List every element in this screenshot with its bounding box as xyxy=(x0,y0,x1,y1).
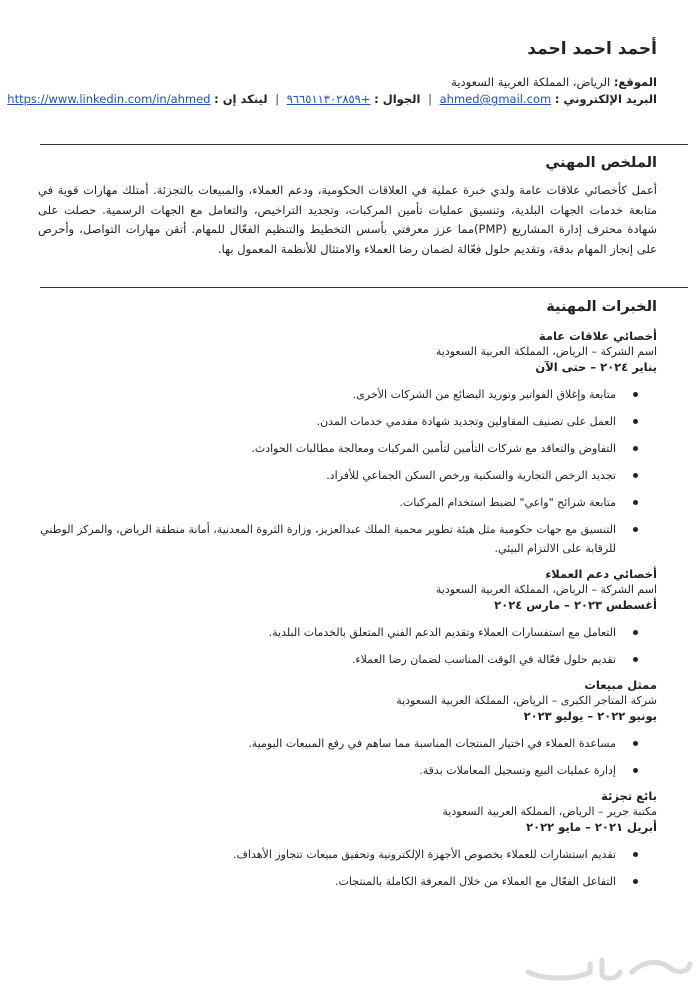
job-company: اسم الشركة – الرياض، المملكة العربية السعودية xyxy=(435,583,657,596)
job-entry xyxy=(30,566,657,669)
job-bullet: التفاعل الفعّال مع العملاء من خلال المعرفة الكاملة بالمنتجات. xyxy=(30,872,657,891)
summary-text: أعمل كأخصائي علاقات عامة ولدي خبرة عملية في العلاقات الحكومية، ودعم العملاء، والمبيعات بالتجزئة. أمتلك مهارات قوية في متابعة خدمات الجهات البلدية، وتنسيق عمليات تأمين المركبات، وتجديد التراخيص، والتعامل مع الجهات الرسمية. حصلت على شهادة محترف إدارة المشاريع (PMP)مما عزز معرفتي بأسس التخطيط والتنظيم الفعّال للمهام. أتقن مهارات التواصل، وأحرص على إنجاز المهام بدقة، وتقديم حلول فعّالة لضمان رضا العملاء والامتثال للأنظمة المعمول بها. xyxy=(38,183,658,256)
job-bullet: تقديم استشارات للعملاء بخصوص الأجهزة الإلكترونية وتحقيق مبيعات تتجاوز الأهداف. xyxy=(30,845,657,864)
section-divider xyxy=(40,144,688,145)
location-line xyxy=(40,74,657,91)
job-dates: يونيو ٢٠٢٢ – يوليو ٢٠٢٣ xyxy=(523,709,657,723)
job-bullets xyxy=(30,845,657,891)
job-bullet: إدارة عمليات البيع وتسجيل المعاملات بدقة. xyxy=(30,761,657,780)
job-company: اسم الشركة – الرياض، المملكة العربية السعودية xyxy=(435,345,657,358)
job-title: أخصائي علاقات عامة xyxy=(538,329,657,343)
section-divider xyxy=(40,287,688,288)
experience-heading: الخبرات المهنية xyxy=(546,299,657,315)
job-title: أخصائي دعم العملاء xyxy=(545,567,657,581)
job-bullet: تقديم حلول فعّالة في الوقت المناسب لضمان رضا العملاء. xyxy=(30,650,657,669)
job-entry xyxy=(30,677,657,780)
job-bullet: التعامل مع استفسارات العملاء وتقديم الدعم الفني المتعلق بالخدمات البلدية. xyxy=(30,623,657,642)
job-entry xyxy=(30,328,657,558)
job-bullet: مساعدة العملاء في اختيار المنتجات المناسبة مما ساهم في رفع المبيعات اليومية. xyxy=(30,734,657,753)
phone-label: الجوال : xyxy=(374,92,421,106)
email-label: البريد الإلكتروني : xyxy=(554,92,657,106)
job-dates: يناير ٢٠٢٤ – حتى الآن xyxy=(535,360,657,374)
linkedin-link[interactable]: https://www.linkedin.com/in/ahmed xyxy=(7,92,211,106)
linkedin-label: لينكد إن : xyxy=(214,92,268,106)
separator: | xyxy=(275,92,280,106)
email-link[interactable]: ahmed@gmail.com xyxy=(439,92,552,106)
phone-link[interactable]: +٩٦٦٥١١٣٠٢٨٥٩ xyxy=(286,92,371,106)
job-company: مكتبة جرير – الرياض، المملكة العربية السعودية xyxy=(442,805,657,818)
location-label: الموقع: xyxy=(613,75,657,89)
watermark-stroke xyxy=(528,964,590,978)
haraj-watermark-logo xyxy=(520,950,695,986)
watermark-strokes xyxy=(528,960,690,978)
job-bullet: التفاوض والتعاقد مع شركات التأمين لتأمين المركبات ومعالجة مطالبات الحوادث. xyxy=(30,439,657,458)
contact-line xyxy=(7,91,657,108)
job-bullets xyxy=(30,734,657,780)
watermark-stroke xyxy=(602,960,620,978)
experience-list xyxy=(30,328,657,899)
job-bullet: العمل على تصنيف المقاولين وتجديد شهادة مقدمي خدمات المدن. xyxy=(30,412,657,431)
job-entry xyxy=(30,788,657,891)
job-bullets xyxy=(30,385,657,558)
location-value: الرياض، المملكة العربية السعودية xyxy=(451,75,611,89)
resume-header xyxy=(7,38,657,108)
summary-heading: الملخص المهني xyxy=(545,155,657,171)
candidate-name: أحمد احمد احمد xyxy=(527,39,657,59)
job-bullet: التنسيق مع جهات حكومية مثل هيئة تطوير محمية الملك عبدالعزيز، وزارة الثروة المعدنية، أمانة منطقة الرياض، والمركز الوطني للرقابة على الالتزام البيئي. xyxy=(30,520,657,558)
separator: | xyxy=(428,92,432,106)
job-title: ممثل مبيعات xyxy=(584,678,657,692)
job-dates: أغسطس ٢٠٢٣ – مارس ٢٠٢٤ xyxy=(494,598,657,612)
job-bullet: متابعة شرائح "واعي" لضبط استخدام المركبات. xyxy=(30,493,657,512)
job-bullet: تجديد الرخص التجارية والسكنية ورخص السكن الجماعي للأفراد. xyxy=(30,466,657,485)
job-dates: أبريل ٢٠٢١ – مايو ٢٠٢٢ xyxy=(526,820,657,834)
job-title: بائع تجزئة xyxy=(601,789,657,803)
job-bullet: متابعة وإغلاق الفواتير وتوريد البضائع من الشركات الأخرى. xyxy=(30,385,657,404)
job-bullets xyxy=(30,623,657,669)
job-company: شركة المتاجر الكبرى – الرياض، المملكة العربية السعودية xyxy=(396,694,657,707)
watermark-stroke xyxy=(632,962,690,972)
